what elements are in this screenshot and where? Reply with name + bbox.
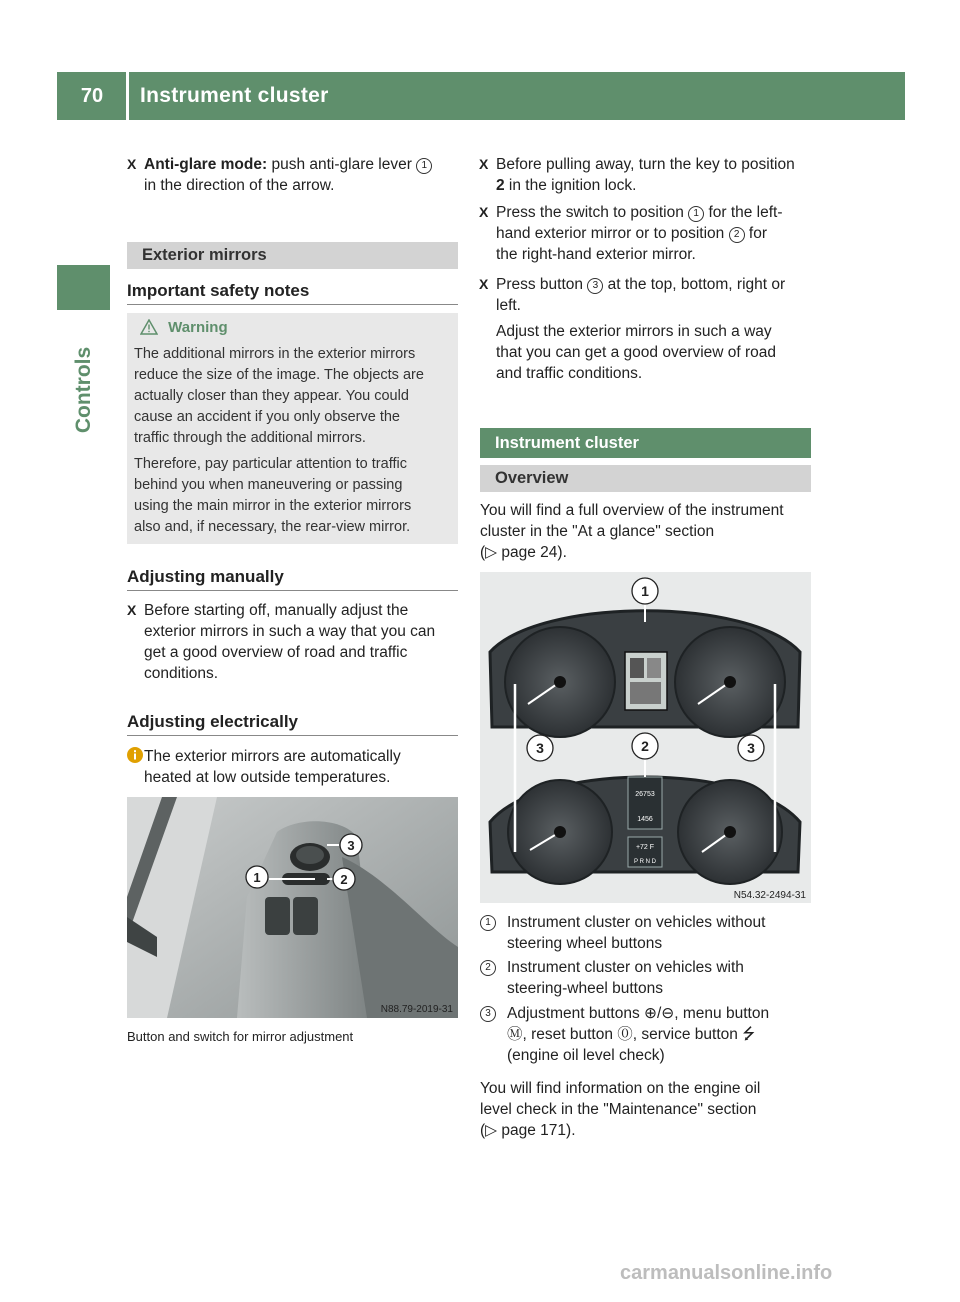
step-text: for bbox=[748, 225, 768, 242]
legend-line: steering wheel buttons bbox=[507, 935, 663, 952]
adjusting-manually-heading: Adjusting manually bbox=[127, 567, 284, 586]
reference-line: You will find information on the engine oil bbox=[480, 1080, 761, 1097]
manual-line: get a good overview of road and traffic bbox=[144, 644, 408, 661]
legend-number: 2 bbox=[480, 960, 496, 976]
image-callout-3-right: 3 bbox=[747, 740, 755, 756]
step-line: Adjust the exterior mirrors in such a way bbox=[496, 323, 772, 340]
step-line: the right-hand exterior mirror. bbox=[496, 246, 696, 263]
step-line: and traffic conditions. bbox=[496, 365, 643, 382]
step-line: that you can get a good overview of road bbox=[496, 344, 777, 361]
safety-notes-heading: Important safety notes bbox=[127, 281, 310, 300]
warning-para-2 bbox=[134, 454, 456, 538]
legend-item bbox=[480, 912, 816, 954]
step-text: for the left- bbox=[708, 204, 783, 221]
legend-line: Adjustment buttons ⊕/⊖, menu button bbox=[507, 1005, 770, 1022]
image-callout-2: 2 bbox=[641, 738, 649, 754]
display-temp: +72 F bbox=[635, 844, 655, 851]
step-line bbox=[496, 223, 816, 244]
image-callout-3-left: 3 bbox=[536, 740, 544, 756]
header-divider bbox=[126, 72, 129, 120]
info-line: The exterior mirrors are automatically bbox=[144, 748, 401, 765]
page-title: Instrument cluster bbox=[140, 84, 329, 107]
exterior-mirrors-heading: Exterior mirrors bbox=[127, 242, 458, 269]
anti-glare-label: Anti-glare mode: bbox=[144, 156, 268, 173]
step-switch bbox=[479, 202, 816, 265]
legend-line: Instrument cluster on vehicles with bbox=[507, 959, 744, 976]
warning-line: cause an accident if you only observe the bbox=[134, 409, 400, 425]
photo-callout-1: 1 bbox=[253, 870, 261, 885]
info-icon bbox=[127, 747, 143, 768]
maintenance-reference bbox=[480, 1078, 816, 1141]
display-mid: 1456 bbox=[637, 816, 653, 823]
warning-line: reduce the size of the image. The objects are bbox=[134, 367, 424, 383]
warning-line: actually closer than they appear. You could bbox=[134, 388, 409, 404]
overview-line: You will find a full overview of the instrument bbox=[480, 502, 784, 519]
step-line: left. bbox=[496, 297, 521, 314]
anti-glare-text-2: in the direction of the arrow. bbox=[144, 177, 335, 194]
step-ignition bbox=[479, 154, 816, 196]
step-button bbox=[479, 274, 816, 384]
anti-glare-text: push anti-glare lever bbox=[271, 156, 412, 173]
manual-line: conditions. bbox=[144, 665, 219, 682]
step-line bbox=[496, 274, 816, 295]
manual-step bbox=[127, 600, 464, 684]
overview-heading: Overview bbox=[480, 465, 811, 492]
legend-number: 3 bbox=[480, 1006, 496, 1022]
reference-line: (▷ page 171). bbox=[480, 1122, 576, 1139]
manual-line: Before starting off, manually adjust the bbox=[144, 602, 409, 619]
step-text: Press button bbox=[496, 276, 584, 293]
overview-text bbox=[480, 500, 816, 563]
display-top: 26753 bbox=[635, 791, 655, 798]
warning-box bbox=[127, 313, 458, 544]
callout-3: 3 bbox=[587, 278, 603, 294]
callout-1: 1 bbox=[688, 206, 704, 222]
legend-item bbox=[480, 1003, 816, 1066]
side-label-text: Controls bbox=[71, 346, 95, 434]
instrument-cluster-heading: Instrument cluster bbox=[480, 428, 811, 458]
info-note bbox=[144, 746, 464, 788]
step-text: in the ignition lock. bbox=[504, 177, 637, 194]
step-text: at the top, bottom, right or bbox=[607, 276, 786, 293]
photo-caption: Button and switch for mirror adjustment bbox=[127, 1029, 354, 1044]
step-text: hand exterior mirror or to position bbox=[496, 225, 725, 242]
legend-line: steering-wheel buttons bbox=[507, 980, 663, 997]
warning-line: behind you when maneuvering or passing bbox=[134, 477, 403, 493]
position-number: 2 bbox=[496, 177, 505, 194]
anti-glare-step bbox=[127, 154, 464, 196]
legend-line: Instrument cluster on vehicles without bbox=[507, 914, 766, 931]
legend-line: (engine oil level check) bbox=[507, 1047, 665, 1064]
step-text: Press the switch to position bbox=[496, 204, 684, 221]
warning-line: traffic through the additional mirrors. bbox=[134, 430, 366, 446]
photo-callout-2: 2 bbox=[340, 872, 348, 887]
step-arrow-icon: X bbox=[127, 156, 137, 172]
overview-line: cluster in the "At a glance" section bbox=[480, 523, 715, 540]
heading-rule bbox=[127, 590, 458, 591]
watermark: carmanualsonline.info bbox=[620, 1262, 833, 1284]
legend-line: Ⓜ, reset button ⓪, service button ⭍ bbox=[507, 1026, 756, 1043]
heading-rule bbox=[127, 735, 458, 736]
adjusting-electrically-heading: Adjusting electrically bbox=[127, 712, 298, 731]
warning-line: using the main mirror in the exterior mirrors bbox=[134, 498, 412, 514]
warning-line: Therefore, pay particular attention to traffic bbox=[134, 456, 407, 472]
image-code: N54.32-2494-31 bbox=[733, 890, 806, 901]
side-section-label bbox=[57, 320, 110, 460]
info-line: heated at low outside temperatures. bbox=[144, 769, 391, 786]
warning-line: also and, if necessary, the rear-view mirror. bbox=[134, 519, 411, 535]
step-arrow-icon: X bbox=[479, 156, 489, 172]
sidebar-space bbox=[57, 120, 110, 265]
page-number: 70 bbox=[80, 84, 104, 107]
callout-1: 1 bbox=[416, 158, 432, 174]
warning-title: Warning bbox=[168, 319, 228, 336]
step-line bbox=[496, 202, 816, 223]
warning-icon bbox=[140, 319, 158, 339]
photo-callout-3: 3 bbox=[347, 838, 355, 853]
section-marker bbox=[57, 265, 110, 310]
warning-para-1 bbox=[134, 344, 456, 449]
reference-line: level check in the "Maintenance" section bbox=[480, 1101, 757, 1118]
step-line bbox=[496, 175, 816, 196]
display-gear: P R N D bbox=[634, 859, 656, 865]
overview-line: (▷ page 24). bbox=[480, 544, 567, 561]
legend-number: 1 bbox=[480, 915, 496, 931]
mirror-switch-photo bbox=[127, 797, 458, 1018]
step-arrow-icon: X bbox=[479, 204, 489, 220]
image-callout-1: 1 bbox=[641, 583, 649, 599]
callout-2: 2 bbox=[729, 227, 745, 243]
step-arrow-icon: X bbox=[479, 276, 489, 292]
step-arrow-icon: X bbox=[127, 602, 137, 618]
legend-item bbox=[480, 957, 816, 999]
photo-code: N88.79-2019-31 bbox=[380, 1004, 453, 1015]
manual-line: exterior mirrors in such a way that you can bbox=[144, 623, 436, 640]
step-line: Before pulling away, turn the key to position bbox=[496, 156, 795, 173]
warning-line: The additional mirrors in the exterior mirrors bbox=[134, 346, 416, 362]
instrument-cluster-image bbox=[480, 572, 811, 903]
warning-title-row bbox=[140, 319, 228, 339]
heading-rule bbox=[127, 304, 458, 305]
